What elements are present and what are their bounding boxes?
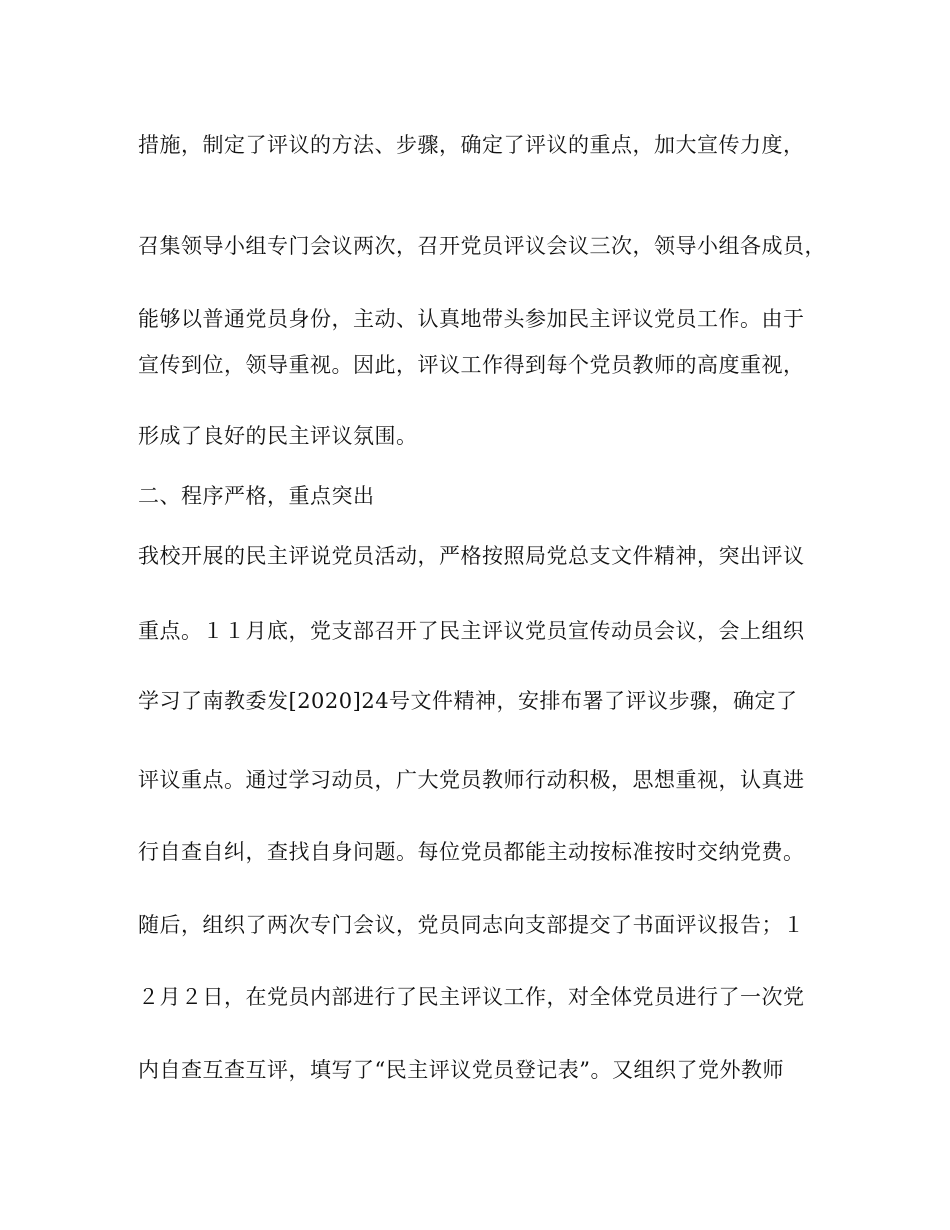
body-text-line: 措施，制定了评议的方法、步骤，确定了评议的重点，加大宣传力度， (138, 133, 805, 157)
body-text-line: 行自查自纠，查找自身问题。每位党员都能主动按标准按时交纳党费。 (138, 840, 805, 864)
body-text-line: 随后，组织了两次专门会议，党员同志向支部提交了书面评议报告；１ (138, 913, 805, 937)
body-text-line: 评议重点。通过学习动员，广大党员教师行动积极，思想重视，认真进 (138, 768, 805, 792)
body-text-line: 召集领导小组专门会议两次，召开党员评议会议三次，领导小组各成员， (138, 234, 826, 258)
body-text-line: 学习了南教委发[2020]24号文件精神，安排布署了评议步骤，确定了 (138, 689, 798, 713)
body-text-line: 内自查互查互评，填写了“民主评议党员登记表”。又组织了党外教师 (138, 1058, 784, 1082)
body-text-line: ２月２日，在党员内部进行了民主评议工作，对全体党员进行了一次党 (138, 985, 805, 1009)
body-text-line: 形成了良好的民主评议氛围。 (138, 424, 418, 448)
body-text-line: 能够以普通党员身份，主动、认真地带头参加民主评议党员工作。由于 (138, 307, 805, 331)
body-text-line: 我校开展的民主评说党员活动，严格按照局党总支文件精神，突出评议 (138, 544, 805, 568)
body-text-line: 宣传到位，领导重视。因此，评议工作得到每个党员教师的高度重视， (138, 353, 805, 377)
body-text-line: 重点。１１月底，党支部召开了民主评议党员宣传动员会议，会上组织 (138, 619, 805, 643)
section-heading: 二、程序严格，重点突出 (138, 484, 375, 508)
